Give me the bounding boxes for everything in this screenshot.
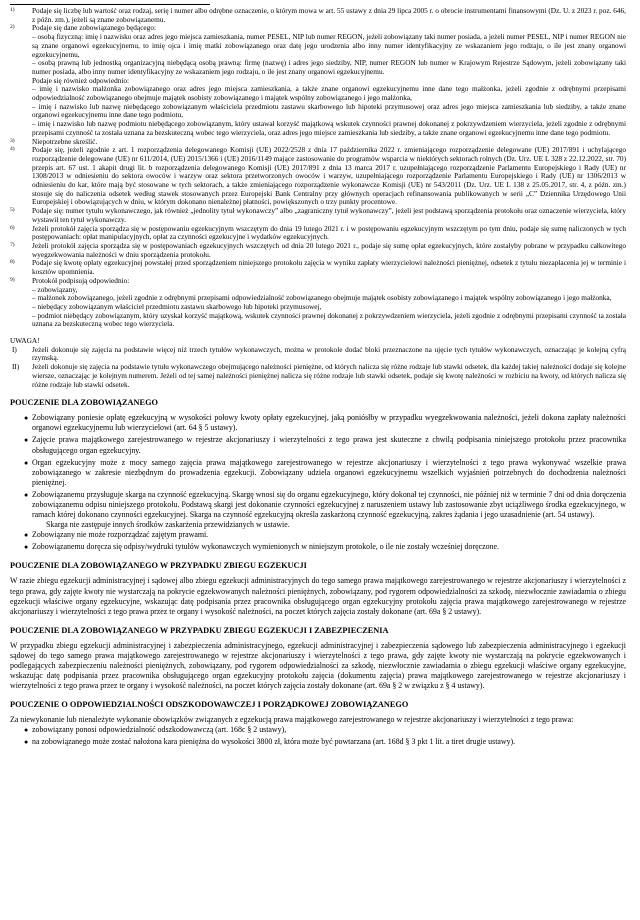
footnote-text: Podaje się kwotę opłaty egzekucyjnej powstałej przed sporządzeniem niniejszego protokołu zajęcia w wyniku zapłaty wierzycielowi należności pieniężnej, odsetek z tytułu niezapłacenia jej w terminie i kosztów upomnienia. bbox=[32, 258, 626, 277]
bullet-icon: ● bbox=[24, 543, 29, 552]
footnote-text: Podaje się, jeżeli zgodnie z art. 1 rozporządzenia delegowanego Komisji (UE) 2022/2528 z dnia 17 października 2022 r. zmieniającego rozporządzenie delegowane (UE) 2017/891 i uchylającego rozporządzenie delegowane (UE) nr 611/2014, (UE) 2015/1366 i (UE) 2016/1149 mające zastosowanie do programów wsparcia w niektórych sektorach rolnych (Dz. Urz. UE L 328 z 22.12.2022, str. 70) przepis art. 67 ust. 1 akapit drugi lit. b rozporządzenia delegowanego Komisji (UE) 2017/891 z dnia 13 marca 2017 r. uzupełniającego rozporządzenie Parlamentu Europejskiego i Rady (UE) nr 1308/2013 w odniesieniu do sektora owoców i warzyw oraz sektora przetworzonych owoców i warzyw, uzupełniającego rozporządzenie Parlamentu Europejskiego i Rady (UE) nr 1306/2013 w odniesieniu do kar, które mają być stosowane w tych sektorach, a także zmieniającego rozporządzenie wykonawcze Komisji (UE) nr 543/2011 (Dz. Urz. UE L 138 z 25.05.2017, str. 4, z późn. zm.) stosuje się do naliczenia odsetek według stawek stosowanych przez Europejski Bank Centralny przy głównych operacjach refinansowania publikowanych w serii „C” Dziennika Urzędowego Unii Europejskiej i obowiązujących w dniu, w którym dokonano nienależnej płatności, powiększonych o trzy punkty procentowe. bbox=[32, 145, 626, 207]
footnote-9 bbox=[10, 277, 626, 329]
footnote-dash-item: – podmiot niebędący zobowiązanym, który uzyskał korzyść majątkową, wskutek czynności prawnej dokonanej z pokrzywdzeniem wierzyciela, jeżeli zgodnie z odrębnymi przepisami czynność ta została uznana za bezskuteczną wobec tego wierzyciela. bbox=[32, 310, 626, 329]
warning-item bbox=[10, 346, 626, 363]
footnote-dash-item: – osobą prawną lub jednostką organizacyjną niebędącą osobą prawną: firmę (nazwę) i adres jego siedziby, NIP, numer REGON lub numer w Krajowym Rejestrze Sądowym, jeżeli zobowiązany taki numer posiada, albo inny numer identyfikacyjny ze wskazaniem jego rodzaju, o ile jest znany organowi egzekucyjnemu. bbox=[32, 58, 626, 76]
footnote-5 bbox=[10, 207, 626, 224]
footnote-dash-item: – imię i nazwisko lub nazwę podmiotu niebędącego zobowiązanym, który ustawał korzyść majątkową wskutek czynności prawnej dokonanej z pokrzywdzeniem wierzyciela, jeżeli zgodnie z odrębnymi przepisami czynność ta została uznana za bezskuteczną wobec tego wierzyciela, oraz adres jego miejsce zamieszkania lub siedziby, a także znane organowi egzekucyjnemu inne dane tego podmiotu. bbox=[32, 119, 626, 137]
footnote-number: 6) bbox=[10, 224, 15, 231]
section-intro: Za niewykonanie lub nienależyte wykonanie obowiązków związanych z egzekucją prawa majątkowego zarejestrowanego w rejestrze akcjonariuszy i wierzytelności z tego prawa: bbox=[10, 715, 574, 725]
warning-item-text: Jeżeli dokonuje się zajęcia na podstawie więcej niż trzech tytułów wykonawczych, można w protokole dodać bloki przeznaczone na ujęcie tych tytułów wykonawczych, oznaczając je kolejną cyfrą rzymską. bbox=[32, 344, 626, 363]
section-paragraph: W razie zbiegu egzekucji administracyjnej i sądowej albo zbiegu egzekucji administracyjnych do tego samego prawa majątkowego zarejestrowanego w rejestrze akcjonariuszy i wierzytelności z tego prawa, gdy zajęte kwoty nie wystarczają na pokrycie egzekwowanych należności pieniężnych, zobowiązany, pod rygorem odpowiedzialności za szkodę, niezwłocznie zawiadamia o zbiegu egzekucji właściwe organy egzekucyjne, wskazując datę podpisania przez pracownika obsługującego organ egzekucyjny protokołu zajęcia prawa majątkowego zarejestrowanego w rejestrze akcjonariuszy i wierzytelności z tego prawa przez te organy i wysokość należności, na poczet których zajęcia zostały dokonane (art. 69a § 2 ustawy). bbox=[10, 576, 626, 616]
list-item bbox=[10, 435, 626, 455]
footnote-dash-item: – niebędący zobowiązanym właściciel przedmiotu zastawu skarbowego lub hipoteki przymusowej, bbox=[32, 301, 322, 311]
bullet-icon: ● bbox=[24, 490, 29, 499]
warning-item bbox=[10, 363, 626, 389]
bullet-icon: ● bbox=[24, 738, 29, 747]
footnote-4 bbox=[10, 146, 626, 207]
warning-item-number: I) bbox=[12, 344, 17, 354]
instructions bbox=[10, 398, 626, 747]
section-heading: POUCZENIE DLA ZOBOWIĄZANEGO W PRZYPADKU ZBIEGU EGZEKUCJI I ZABEZPIECZENIA bbox=[10, 625, 389, 635]
list-note: Skarga nie zastępuje innych środków zaskarżenia przewidzianych w ustawie. bbox=[46, 520, 290, 530]
footnote-dash-item: – zobowiązany, bbox=[32, 284, 78, 294]
footnote-intro: Podaje się również odpowiednio: bbox=[32, 75, 130, 85]
list-item-text: Zobowiązany poniesie opłatę egzekucyjną w wysokości połowy kwoty opłaty egzekucyjnej, jaką poniósłby w przypadku wyegzekwowania należności, jeżeli dokona zapłaty należności organowi egzekucyjnemu lub wierzycielowi (art. 64 § 5 ustawy). bbox=[32, 413, 626, 433]
warning-title: UWAGA! bbox=[10, 336, 40, 346]
footnote-text: Jeżeli protokół zajęcia sporządza się w postępowaniu egzekucyjnym wszczętym do dnia 19 lutego 2021 r. i w postępowaniu egzekucyjnym wszczętym po tym dniu, podaje się sumę naliczonych w tych postępowaniach: opłat manipulacyjnych, opłat za czynności egzekucyjne i wydatków egzekucyjnych. bbox=[32, 223, 626, 242]
list-item-text: zobowiązany ponosi odpowiedzialność odszkodowawczą (art. 168c § 2 ustawy), bbox=[32, 725, 287, 735]
list-item bbox=[10, 737, 626, 747]
bullet-icon: ● bbox=[24, 436, 29, 445]
footnote-number: 3) bbox=[10, 137, 15, 144]
list-item bbox=[10, 530, 626, 540]
footnote-number: 9) bbox=[10, 276, 15, 283]
footnote-intro: Podaje się dane zobowiązanego będącego: bbox=[32, 23, 156, 33]
footnote-8 bbox=[10, 259, 626, 276]
bullet-icon: ● bbox=[24, 414, 29, 423]
footnote-dash-item: – imię i nazwisko małżonka zobowiązanego oraz adres jego miejsca zamieszkania, a także znane organowi egzekucyjnemu inne dane tego małżonka, jeżeli zgodnie z odrębnymi przepisami odpowiedzialność zobowiązanego obejmuje majątek osobisty zobowiązanego i majątek wspólny zobowiązanego i jego małżonka, bbox=[32, 84, 626, 103]
list-item-text: Zobowiązany nie może rozporządzać zajętym prawami. bbox=[32, 530, 209, 540]
footnote-dash-item: – małżonek zobowiązanego, jeżeli zgodnie z odrębnymi przepisami odpowiedzialność zobowiązanego obejmuje majątek osobisty zobowiązanego i majątek wspólny zobowiązanego i jego małżonka, bbox=[32, 293, 612, 303]
footnote-dash-item: – osobą fizyczną: imię i nazwisko oraz adres jego miejsca zamieszkania, numer PESEL, NIP lub numer REGON, jeżeli zobowiązany taki numer posiada, a jeżeli numer PESEL, NIP i numer REGON nie są znane organowi egzekucyjnemu, to imię ojca i imię matki zobowiązanego oraz datę jego urodzenia albo inny numer identyfikacyjny ze wskazaniem jego rodzaju, o ile jest znany organowi egzekucyjnemu, bbox=[32, 32, 626, 59]
footnote-text: Jeżeli protokół zajęcia sporządza się w postępowaniach egzekucyjnych wszczętych od dnia 20 lutego 2021 r., podaje się sumę opłat egzekucyjnych, które zostałyby pobrane w przypadku całkowitego wyegzekwowania należności w dniu sporządzenia protokołu. bbox=[32, 240, 626, 259]
list-item-text: Zajęcie prawa majątkowego zarejestrowanego w rejestrze akcjonariuszy i wierzytelności z tego prawa jest skuteczne z chwilą podpisania niniejszego protokołu przez pracownika obsługującego organ egzekucyjny. bbox=[32, 435, 626, 455]
list-item bbox=[10, 725, 626, 735]
warning-block bbox=[10, 337, 626, 389]
section-paragraph: W przypadku zbiegu egzekucji administracyjnej i zabezpieczenia administracyjnego, egzekucji administracyjnej i zabezpieczenia sądowego lub zabezpieczenia administracyjnego i egzekucji sądowej do tego samego prawa majątkowego zarejestrowanego w rejestrze akcjonariuszy i wierzytelności z tego prawa, gdy zajęte kwoty nie wystarczają na pokrycie egzekwowanych i podlegających zabezpieczeniu należności pieniężnych, zobowiązany, pod rygorem odpowiedzialności za szkodę, niezwłocznie zawiadamia o zbiegu egzekucji właściwe organy egzekucyjne, wskazując datę podpisania przez pracownika obsługującego organ egzekucyjny protokołu zajęcia (dokumentu zajęcia) prawa majątkowego zarejestrowanego w rejestrze akcjonariuszy i wierzytelności z tego prawa przez te organy i wysokość należności, na poczet których zajęcia zostały dokonane (art. 69a § 2 w związku z § 4 ustawy). bbox=[10, 640, 626, 691]
footnote-7 bbox=[10, 242, 626, 259]
footnote-text: Podaje się: numer tytułu wykonawczego, jak również „jednolity tytuł wykonawczy” albo „zagraniczny tytuł wykonawczy”, jeżeli jest podstawą sporządzenia protokołu oraz oznaczenie wierzyciela, który wystawił ten tytuł wykonawczy. bbox=[32, 206, 626, 224]
list-item bbox=[10, 542, 626, 552]
list-item bbox=[10, 490, 626, 520]
footnote-text: Podaje się liczbę lub wartość oraz rodzaj, serię i numer albo odrębne oznaczenie, o którym mowa w art. 55 ustawy z dnia 29 lipca 2005 r. o obrocie instrumentami finansowymi (Dz. U. z 2023 r. poz. 646, z późn. zm.), jeżeli są znane zobowiązanemu. bbox=[32, 6, 626, 24]
footnote-number: 5) bbox=[10, 207, 15, 214]
footnote-number: 2) bbox=[10, 24, 15, 31]
footnote-number: 7) bbox=[10, 241, 15, 248]
section-heading: POUCZENIE DLA ZOBOWIĄZANEGO W PRZYPADKU ZBIEGU EGZEKUCJI bbox=[10, 561, 307, 571]
footnote-1 bbox=[10, 7, 626, 24]
list-item-text: Zobowiązanemu doręcza się odpisy/wydruki tytułów wykonawczych wymienionych w niniejszym protokole, o ile nie zostały wcześniej doręczone. bbox=[32, 542, 499, 552]
list-item-text: Organ egzekucyjny może z mocy samego zajęcia prawa majątkowego zarejestrowanego w rejestrze akcjonariuszy i wierzytelności z tego prawa wykonywać wszelkie prawa zobowiązanego w zakresie niezbędnym do prowadzenia egzekucji. Zobowiązany udziela organowi egzekucyjnemu wszelkich wyjaśnień potrzebnych do dochodzenia należności pieniężnej. bbox=[32, 457, 626, 487]
list-item-text: Zobowiązanemu przysługuje skarga na czynność egzekucyjną. Skargę wnosi się do organu egzekucyjnego, który dokonał tej czynności, nie później niż w terminie 7 dni od dnia doręczenia zobowiązanemu odpisu niniejszego protokołu. Podstawą skargi jest dokonanie czynności egzekucyjnej z naruszeniem ustawy lub zastosowanie zbyt uciążliwego środka egzekucyjnego, w ramach której dokonano czynności egzekucyjnej. Skarga na czynność egzekucyjną określa zaskarżoną czynność egzekucyjną, zakres żądania i jego uzasadnienie (art. 54 ustawy). bbox=[32, 489, 626, 520]
footnote-intro: Protokół podpisują odpowiednio: bbox=[32, 275, 130, 285]
warning-item-text: Jeżeli dokonuje się zajęcia na podstawie tytułu wykonawczego obejmującego należności pieniężne, od których nalicza się różne rodzaje lub stawki odsetek, dla każdej takiej należności dodaje się kolejne wiersze, oznaczając je kolejnym numerem. Jeżeli od tej samej należności pieniężnej nalicza się różne rodzaje lub stawki odsetek, podaje się kwotę należności w rozbiciu na kwoty, od których nalicza się różne rodzaje lub stawki odsetek. bbox=[32, 362, 626, 389]
bullet-icon: ● bbox=[24, 531, 29, 540]
footnote-separator bbox=[10, 4, 210, 5]
footnote-number: 1) bbox=[10, 7, 15, 13]
footnote-text: Niepotrzebne skreślić. bbox=[32, 136, 98, 146]
footnote-6 bbox=[10, 225, 626, 242]
list-item bbox=[10, 458, 626, 488]
bullet-icon: ● bbox=[24, 458, 29, 467]
footnote-dash-item: – imię i nazwisko lub nazwę niebędącego zobowiązanym właściciela przedmiotu zastawu skarbowego lub hipoteki przymusowej oraz adres jego miejsca zamieszkania lub siedziby, a także znane organowi egzekucyjnemu inne dane tego podmiotu, bbox=[32, 101, 626, 120]
section-heading: POUCZENIE O ODPOWIEDZIALNOŚCI ODSZKODOWAWCZEJ I PORZĄDKOWEJ ZOBOWIĄZANEGO bbox=[10, 700, 409, 710]
list-item bbox=[10, 413, 626, 433]
bullet-list bbox=[10, 413, 626, 520]
footnotes bbox=[10, 7, 626, 329]
bullet-list bbox=[10, 530, 626, 552]
footnote-number: 4) bbox=[10, 146, 15, 153]
warning-item-number: II) bbox=[12, 362, 20, 372]
section-heading: POUCZENIE DLA ZOBOWIĄZANEGO bbox=[10, 398, 158, 408]
bullet-icon: ● bbox=[24, 726, 29, 735]
bullet-list bbox=[10, 725, 626, 747]
list-item-text: na zobowiązanego może zostać nałożona kara pieniężna do wysokości 3800 zł, która może być powtarzana (art. 168d § 3 pkt 1 lit. a tiret drugie ustawy). bbox=[32, 737, 516, 747]
footnote-2 bbox=[10, 24, 626, 137]
footnote-number: 8) bbox=[10, 259, 15, 266]
